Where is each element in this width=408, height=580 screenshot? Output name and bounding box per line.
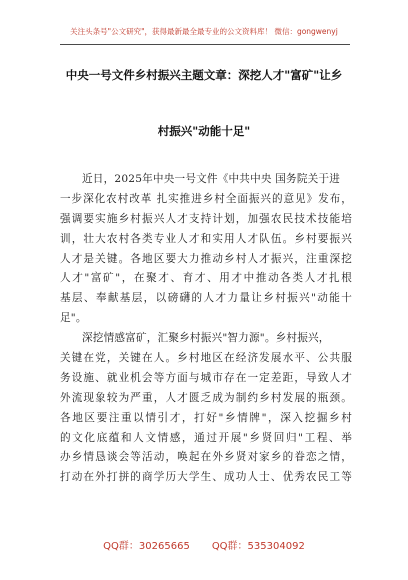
body-line: 强调要实施乡村振兴人才支持计划，加强农民技术技能培 [60,212,352,225]
body-line: 外流现象较为严重，人才匮乏成为制约乡村发展的瓶颈。 [60,391,352,404]
body-line: 办乡情恳谈会等活动，唤起在外乡贤对家乡的眷恋之情， [60,451,352,464]
body-line: 务设施、就业机会等方面与城市存在一定差距，导致人才 [60,371,352,384]
document-title-line-2: 村振兴"动能十足" [157,124,251,138]
body-line: 打动在外打拼的商学历大学生、成功人士、优秀农民工等 [60,471,352,484]
body-line: 的文化底蕴和人文情感，通过开展"乡贤回归"工程、举 [60,431,352,444]
body-line: 深挖情感富矿，汇聚乡村振兴"智力源"。乡村振兴， [82,332,330,345]
body-line: 训，壮大农村各类专业人才和实用人才队伍。乡村要振兴 [60,232,352,245]
body-line: 基层、奉献基层，以磅礴的人才力量让乡村振兴"动能十 [60,292,352,305]
header-notice: 关注头条号"公文研究"，获得最新最全最专业的公文资料库！ 微信：gongwenyj [70,27,338,36]
footer-qq-group-1: QQ群：30265665 [103,541,190,552]
footer-contact [0,537,408,552]
body-line: 关键在党，关键在人。乡村地区在经济发展水平、公共服 [60,352,352,365]
body-line: 人才"富矿"，在聚才、育才、用才中推动各类人才扎根 [60,272,352,285]
footer-qq-group-2: QQ群：535304092 [211,541,305,552]
document-title-line-1: 中央一号文件乡村振兴主题文章：深挖人才"富矿"让乡 [65,68,343,82]
document-body [60,170,352,488]
body-line: 人才是关键。各地区要大力推动乡村人才振兴，注重深挖 [60,252,352,265]
body-line: 一步深化农村改革 扎实推进乡村全面振兴的意见》发布， [60,192,352,205]
body-line: 各地区要注重以情引才，打好"乡情牌"，深入挖掘乡村 [60,411,352,424]
body-line: 近日，2025年中央一号文件《中共中央 国务院关于进 [82,173,340,185]
body-line: 足"。 [60,312,87,325]
header-divider [60,44,350,45]
